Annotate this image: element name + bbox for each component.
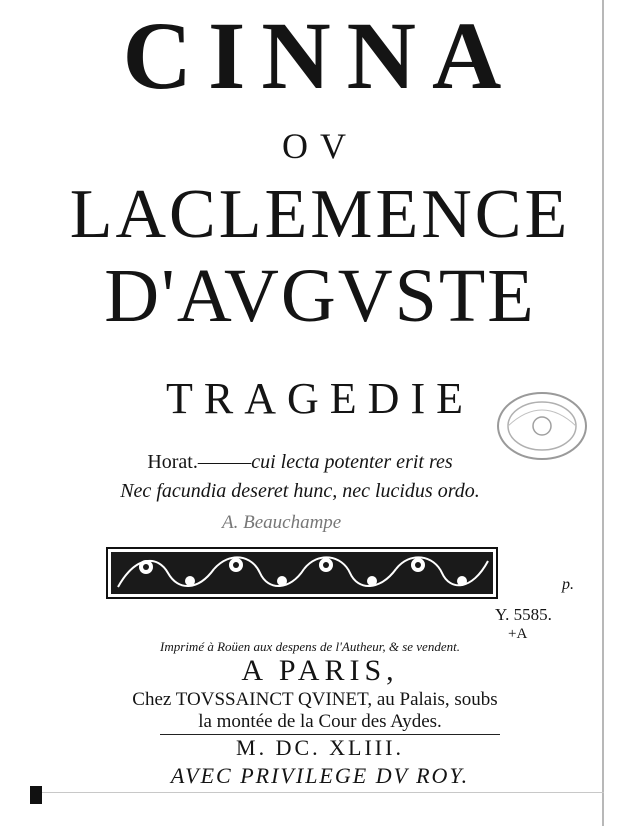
- publication-date: M. DC. XLIII.: [236, 735, 404, 760]
- epigraph-line-1: [30, 452, 570, 472]
- title-la-clemence: LACLEMENCE: [69, 176, 571, 253]
- publisher-line-2: la montée de la Cour des Aydes.: [198, 711, 442, 732]
- shelfmark-p: p.: [562, 576, 574, 593]
- epigraph-author: Horat.: [147, 451, 198, 473]
- shelfmark-suffix: +A: [508, 626, 528, 642]
- title-ou: OV: [282, 126, 358, 166]
- epigraph-line-2: Nec facundia deseret hunc, nec lucidus ordo.: [120, 480, 480, 502]
- epigraph-dash: ———: [197, 451, 252, 473]
- handwritten-signature: A. Beauchampe: [222, 512, 342, 533]
- page-bottom-edge: [30, 792, 604, 793]
- shelfmark-number: Y. 5585.: [495, 605, 552, 624]
- genre-tragedie: TRAGEDIE: [166, 374, 474, 423]
- title-cinna: CINNA: [122, 2, 518, 109]
- city-line: A PARIS,: [241, 654, 399, 687]
- epigraph-text-1: cui lecta potenter erit res: [251, 451, 453, 473]
- corner-mark: [30, 786, 42, 804]
- privilege-line: AVEC PRIVILEGE DV ROY.: [170, 763, 470, 788]
- imprint-line: Imprimé à Roüen aux despens de l'Autheur, & se vendent.: [160, 639, 460, 654]
- publisher-line-1: Chez TOVSSAINCT QVINET, au Palais, soubs: [132, 689, 498, 710]
- title-dauguste: D'AVGVSTE: [104, 254, 536, 338]
- printers-ornament: [106, 547, 498, 599]
